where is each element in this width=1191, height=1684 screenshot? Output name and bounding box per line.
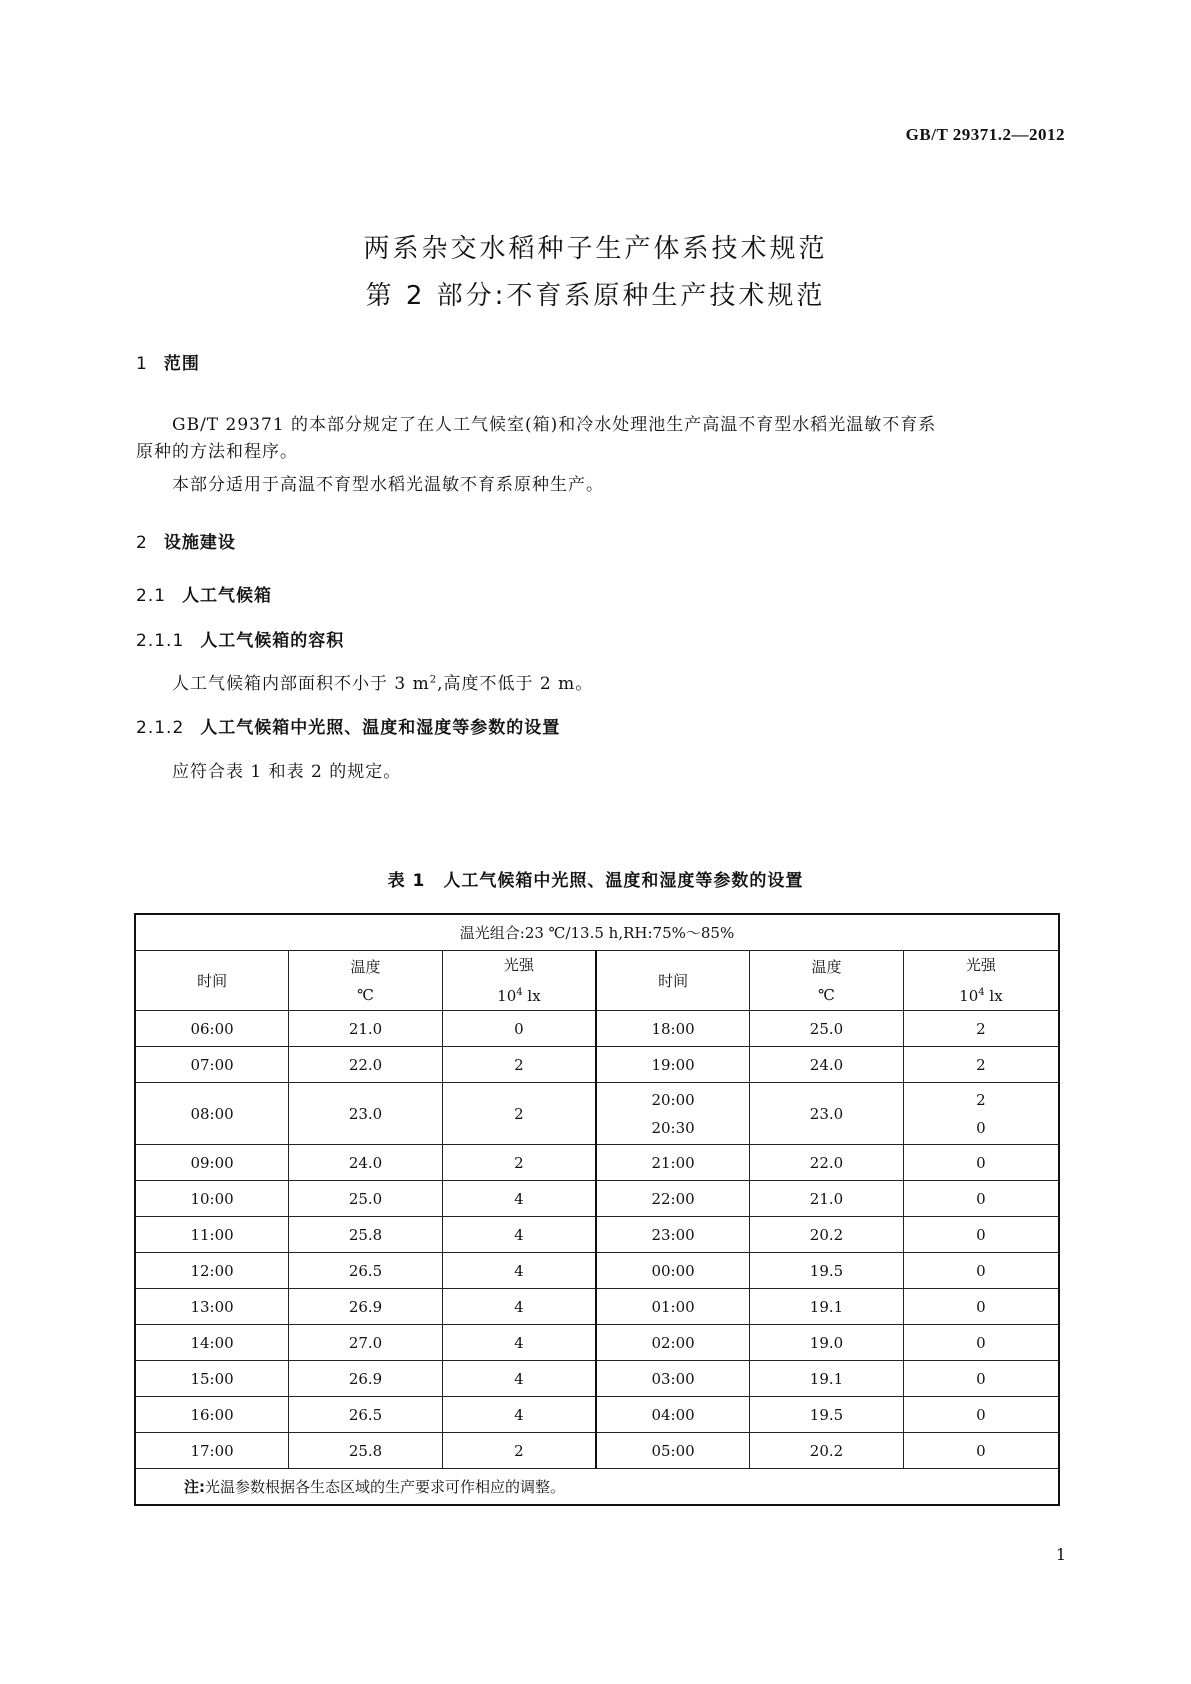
cell-time-day: 15:00 [135, 1361, 289, 1397]
cell-light-day: 4 [442, 1253, 596, 1289]
cell-time-day: 14:00 [135, 1325, 289, 1361]
section-2-1-2-heading [136, 713, 560, 738]
cell-time-night: 03:00 [596, 1361, 750, 1397]
cell-light-night: 0 [903, 1289, 1059, 1325]
table-caption: 表 1 人工气候箱中光照、温度和湿度等参数的设置 [387, 871, 804, 891]
cell-temp-night: 20.2 [750, 1433, 904, 1469]
cell-temp-day: 22.0 [289, 1047, 443, 1083]
section-title: 人工气候箱的容积 [200, 631, 345, 651]
note-label: 注: [184, 1478, 205, 1496]
section-number: 2.1.2 [136, 718, 185, 738]
cell-light-night: 2 [903, 1011, 1059, 1047]
cell-light-day: 2 [442, 1083, 596, 1145]
cell-time-night: 05:00 [596, 1433, 750, 1469]
cell-light-day: 4 [442, 1397, 596, 1433]
table-row [135, 1145, 1059, 1181]
table-row [135, 1397, 1059, 1433]
section-number: 2.1.1 [136, 631, 185, 651]
cell-temp-night: 22.0 [750, 1145, 904, 1181]
cell-temp-day: 24.0 [289, 1145, 443, 1181]
cell-time-night: 04:00 [596, 1397, 750, 1433]
cell-light-night: 0 [903, 1361, 1059, 1397]
cell-temp-day: 25.0 [289, 1181, 443, 1217]
paragraph-text: 人工气候箱内部面积不小于 3 m [172, 674, 430, 694]
section-2-1-2-paragraph: 应符合表 1 和表 2 的规定。 [172, 762, 402, 782]
section-title: 人工气候箱 [182, 586, 273, 606]
table-row [135, 1253, 1059, 1289]
section-1-paragraph-1a: GB/T 29371 的本部分规定了在人工气候室(箱)和冷水处理池生产高温不育型水稻光温敏不育系 [172, 415, 937, 435]
cell-light-night: 0 [903, 1325, 1059, 1361]
cell-temp-night: 19.1 [750, 1289, 904, 1325]
cell-light-night: 0 [903, 1217, 1059, 1253]
header-time: 时间 [135, 951, 289, 1011]
cell-light-day: 2 [442, 1047, 596, 1083]
cell-time-night: 01:00 [596, 1289, 750, 1325]
cell-temp-night: 24.0 [750, 1047, 904, 1083]
header-unit: $10^4$ lx [959, 987, 1003, 1005]
header-temperature [289, 951, 443, 1011]
table-row [135, 1217, 1059, 1253]
section-1-paragraph-1b: 原种的方法和程序。 [136, 442, 298, 462]
header-label: 光强 [965, 956, 996, 974]
section-title: 设施建设 [163, 533, 236, 553]
cell-temp-day: 26.9 [289, 1289, 443, 1325]
cell-light-day: 4 [442, 1325, 596, 1361]
cell-time-day: 07:00 [135, 1047, 289, 1083]
cell-time-night: 21:00 [596, 1145, 750, 1181]
cell-time-day: 11:00 [135, 1217, 289, 1253]
cell-light-night: 0 [903, 1145, 1059, 1181]
header-unit: ℃ [818, 985, 835, 1004]
cell-time-day: 06:00 [135, 1011, 289, 1047]
header-unit: ℃ [357, 985, 374, 1004]
header-time: 时间 [596, 951, 750, 1011]
cell-time-night: 00:00 [596, 1253, 750, 1289]
cell-time-night: 02:00 [596, 1325, 750, 1361]
cell-time-night: 20:00 20:30 [596, 1083, 750, 1145]
cell-temp-day: 25.8 [289, 1217, 443, 1253]
cell-temp-night: 23.0 [750, 1083, 904, 1145]
cell-temp-day: 21.0 [289, 1011, 443, 1047]
cell-light-night: 0 [903, 1397, 1059, 1433]
cell-temp-day: 26.5 [289, 1397, 443, 1433]
section-number: 2 [136, 533, 148, 553]
table-row [135, 1433, 1059, 1469]
superscript: 2 [429, 674, 438, 686]
section-2-1-1-heading [136, 626, 344, 651]
section-number: 2.1 [136, 586, 167, 606]
document-title-line1: 两系杂交水稻种子生产体系技术规范 [363, 234, 828, 264]
table-row [135, 1083, 1059, 1145]
header-label: 温度 [350, 957, 381, 976]
header-temperature [750, 951, 904, 1011]
cell-time-night: 19:00 [596, 1047, 750, 1083]
header-unit: $10^4$ lx [497, 987, 541, 1005]
cell-time-day: 13:00 [135, 1289, 289, 1325]
cell-light-day: 0 [442, 1011, 596, 1047]
table-row [135, 1289, 1059, 1325]
cell-temp-night: 19.1 [750, 1361, 904, 1397]
table-note [135, 1469, 1059, 1506]
header-light [903, 951, 1059, 1011]
cell-temp-night: 25.0 [750, 1011, 904, 1047]
cell-light-night: 0 [903, 1433, 1059, 1469]
cell-time-night: 18:00 [596, 1011, 750, 1047]
cell-time-night: 22:00 [596, 1181, 750, 1217]
cell-time-day: 08:00 [135, 1083, 289, 1145]
cell-temp-night: 19.0 [750, 1325, 904, 1361]
section-number: 1 [136, 354, 148, 374]
cell-temp-day: 26.9 [289, 1361, 443, 1397]
table-row [135, 1011, 1059, 1047]
cell-light-night: 2 0 [903, 1083, 1059, 1145]
cell-temp-day: 26.5 [289, 1253, 443, 1289]
cell-temp-day: 25.8 [289, 1433, 443, 1469]
section-2-1-heading [136, 581, 272, 606]
cell-light-day: 4 [442, 1289, 596, 1325]
table-row [135, 1181, 1059, 1217]
cell-light-day: 4 [442, 1181, 596, 1217]
header-label: 光强 [503, 956, 534, 974]
parameters-table [134, 913, 1060, 1506]
section-title: 人工气候箱中光照、温度和湿度等参数的设置 [200, 718, 561, 738]
cell-time-day: 17:00 [135, 1433, 289, 1469]
cell-time-night: 23:00 [596, 1217, 750, 1253]
table-row [135, 1361, 1059, 1397]
standard-code: GB/T 29371.2—2012 [905, 125, 1065, 144]
paragraph-text: ,高度不低于 2 m。 [437, 674, 594, 694]
table-row [135, 1047, 1059, 1083]
cell-light-day: 2 [442, 1433, 596, 1469]
header-label: 温度 [811, 957, 842, 976]
cell-light-night: 0 [903, 1253, 1059, 1289]
cell-light-night: 2 [903, 1047, 1059, 1083]
cell-temp-day: 23.0 [289, 1083, 443, 1145]
cell-temp-night: 21.0 [750, 1181, 904, 1217]
cell-light-day: 4 [442, 1361, 596, 1397]
section-1-paragraph-2: 本部分适用于高温不育型水稻光温敏不育系原种生产。 [172, 475, 604, 495]
cell-light-day: 2 [442, 1145, 596, 1181]
section-2-heading [136, 528, 236, 553]
cell-time-day: 10:00 [135, 1181, 289, 1217]
header-light [442, 951, 596, 1011]
document-title-line2: 第 2 部分:不育系原种生产技术规范 [365, 281, 826, 311]
section-1-heading [136, 349, 200, 374]
cell-light-night: 0 [903, 1181, 1059, 1217]
cell-time-day: 12:00 [135, 1253, 289, 1289]
cell-temp-day: 27.0 [289, 1325, 443, 1361]
section-2-1-1-paragraph [172, 669, 593, 694]
cell-time-day: 16:00 [135, 1397, 289, 1433]
cell-temp-night: 20.2 [750, 1217, 904, 1253]
note-text: 光温参数根据各生态区域的生产要求可作相应的调整。 [205, 1478, 566, 1496]
cell-time-day: 09:00 [135, 1145, 289, 1181]
table-group-label: 温光组合:23 ℃/13.5 h,RH:75%～85% [135, 914, 1059, 951]
cell-temp-night: 19.5 [750, 1253, 904, 1289]
table-row [135, 1325, 1059, 1361]
cell-temp-night: 19.5 [750, 1397, 904, 1433]
section-title: 范围 [163, 354, 200, 374]
cell-light-day: 4 [442, 1217, 596, 1253]
page-number: 1 [1055, 1545, 1066, 1564]
